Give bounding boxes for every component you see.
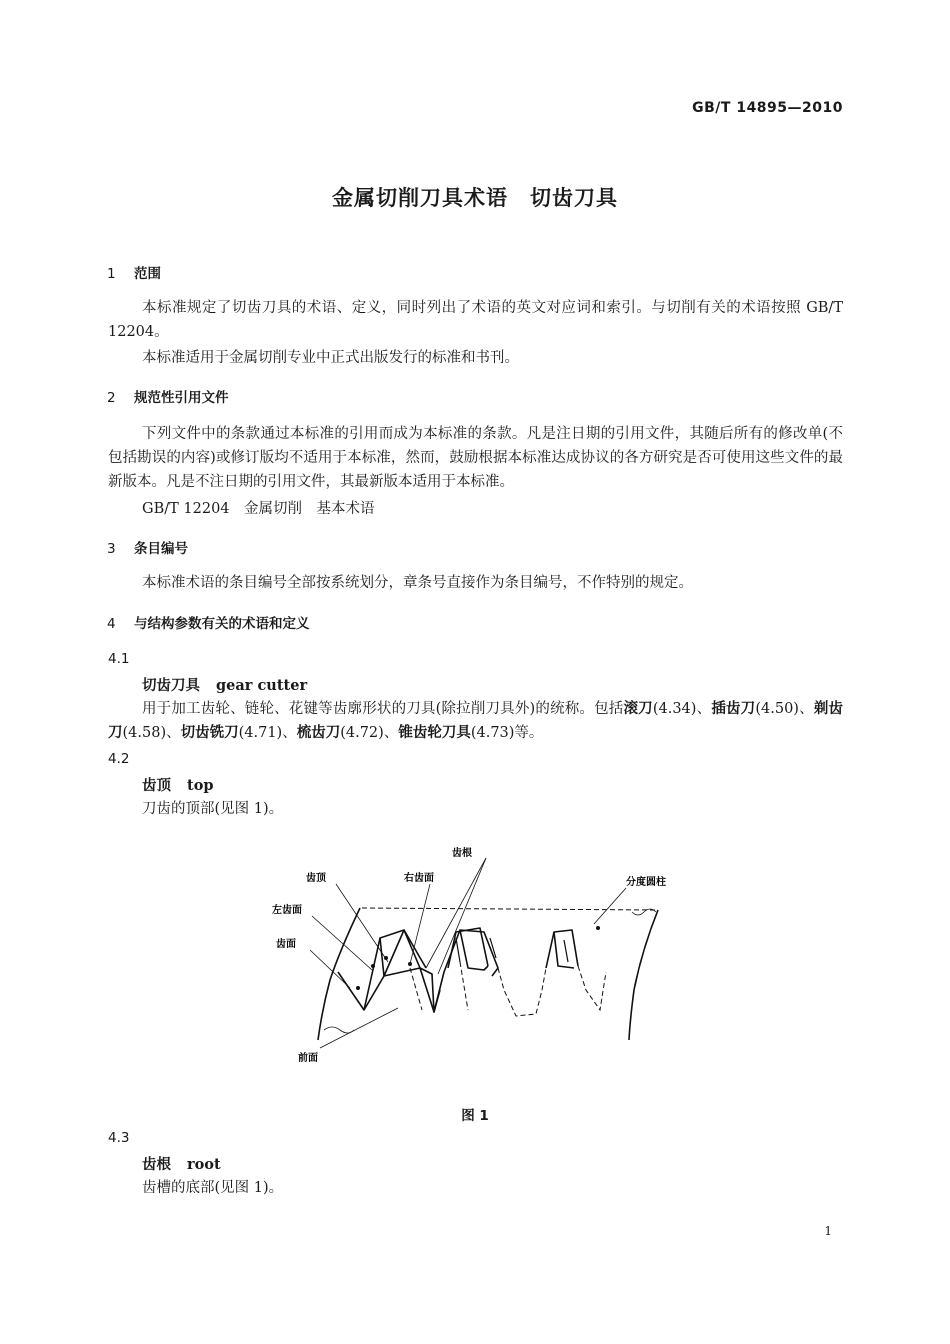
ref-number: (4.34)、	[652, 701, 712, 717]
section-4-heading	[107, 612, 310, 632]
ref-number: (4.58)、	[122, 725, 181, 741]
hidden-root	[410, 962, 468, 1010]
term-en: root	[187, 1156, 221, 1173]
marker-left-flank	[371, 964, 375, 968]
term-4-3	[142, 1153, 221, 1174]
leader-root	[426, 858, 486, 968]
leader-face	[320, 1008, 398, 1048]
standard-number: GB/T 14895—2010	[692, 100, 843, 116]
leader-right-flank	[410, 884, 430, 964]
ref-number: (4.73)等。	[470, 725, 544, 741]
term-zh: 切齿刀具	[142, 678, 200, 694]
section-number: 3	[107, 541, 116, 557]
section-title: 与结构参数有关的术语和定义	[134, 616, 310, 632]
left-edge-wave	[324, 1027, 354, 1033]
section-number: 4	[107, 616, 116, 632]
document-title: 金属切削刀具术语 切齿刀具	[332, 186, 618, 210]
ref-term: 剃齿刀	[108, 701, 844, 741]
page-number: 1	[824, 1224, 832, 1238]
label-face: 前面	[298, 1053, 318, 1064]
ref-term: 插齿刀	[711, 701, 756, 717]
figure-caption: 图 1	[461, 1108, 489, 1124]
section-2-heading	[107, 386, 229, 406]
tooth-front-face	[338, 930, 498, 1012]
normative-reference: GB/T 12204 金属切削 基本术语	[142, 501, 375, 517]
marker-pitch-cylinder	[596, 926, 600, 930]
leader-pitch-cylinder	[594, 888, 626, 924]
tooth-gap	[420, 968, 440, 1012]
pitch-cylinder-line	[362, 908, 658, 910]
hidden-tooth-4	[498, 968, 546, 1016]
label-left-flank: 左齿面	[272, 905, 302, 916]
label-root: 齿根	[452, 848, 472, 859]
label-pitch-cylinder: 分度圆柱	[626, 877, 666, 888]
term-4-3-definition: 齿槽的底部(见图 1)。	[142, 1180, 284, 1196]
ref-term: 滚刀	[623, 701, 653, 717]
term-en: top	[187, 777, 214, 794]
term-4-1-definition	[108, 697, 843, 745]
hidden-tooth-5	[578, 966, 606, 1010]
term-zh: 齿根	[142, 1157, 171, 1173]
label-right-flank: 右齿面	[404, 873, 434, 884]
tooth-rear-2	[448, 928, 488, 968]
ref-term: 切齿铣刀	[180, 725, 239, 741]
ref-number: (4.72)、	[340, 725, 399, 741]
section-number: 2	[107, 390, 116, 406]
ref-number: (4.50)、	[755, 701, 814, 717]
marker-flank	[356, 986, 360, 990]
figure-1-gear-cutter-diagram	[260, 840, 700, 1080]
clause-4-2-number: 4.2	[108, 751, 130, 767]
tooth-2-front	[460, 930, 488, 970]
term-en: gear cutter	[216, 677, 308, 694]
term-zh: 齿顶	[142, 778, 171, 794]
ref-term: 梳齿刀	[296, 725, 341, 741]
term-4-2-definition: 刀齿的顶部(见图 1)。	[142, 801, 284, 817]
label-top: 齿顶	[306, 873, 326, 884]
tooth-1-edges	[364, 930, 426, 1010]
leader-root-2	[438, 858, 486, 974]
section-title: 条目编号	[134, 541, 188, 557]
tooth-3	[546, 930, 578, 968]
marker-top	[384, 956, 388, 960]
section-2-paragraph-1: 下列文件中的条款通过本标准的引用而成为本标准的条款。凡是注日期的引用文件，其随后所有的修改单(不包括勘误的内容)或修订版均不适用于本标准，然而，鼓励根据本标准达成协议的各方研究是否可使用这些文件的最新版本。凡是不注日期的引用文件，其最新版本适用于本标准。	[108, 426, 843, 490]
label-flank: 齿面	[276, 939, 296, 950]
section-title: 规范性引用文件	[134, 390, 229, 406]
section-3-heading	[107, 537, 188, 557]
section-1-paragraph-2: 本标准适用于金属切削专业中正式出版发行的标准和书刊。	[142, 350, 519, 366]
leader-top	[336, 884, 388, 962]
section-number: 1	[107, 266, 116, 282]
ref-number: (4.71)、	[238, 725, 297, 741]
cutter-body-right-arc	[629, 910, 658, 1040]
definition-text: 用于加工齿轮、链轮、花键等齿廓形状的刀具(除拉削刀具外)的统称。包括	[142, 701, 624, 717]
ref-term: 锥齿轮刀具	[398, 725, 471, 741]
clause-4-3-number: 4.3	[108, 1130, 130, 1146]
tooth-3-front	[554, 932, 574, 968]
term-4-1	[142, 674, 307, 695]
section-1-heading	[107, 262, 161, 282]
section-1-paragraph-1: 本标准规定了切齿刀具的术语、定义，同时列出了术语的英文对应词和索引。与切削有关的术语按照 GB/T 12204。	[108, 300, 843, 340]
section-title: 范围	[134, 266, 161, 282]
section-3-paragraph-1: 本标准术语的条目编号全部按系统划分，章条号直接作为条目编号，不作特别的规定。	[142, 575, 693, 591]
term-4-2	[142, 774, 214, 795]
clause-4-1-number: 4.1	[108, 651, 130, 667]
marker-right-flank	[408, 962, 412, 966]
